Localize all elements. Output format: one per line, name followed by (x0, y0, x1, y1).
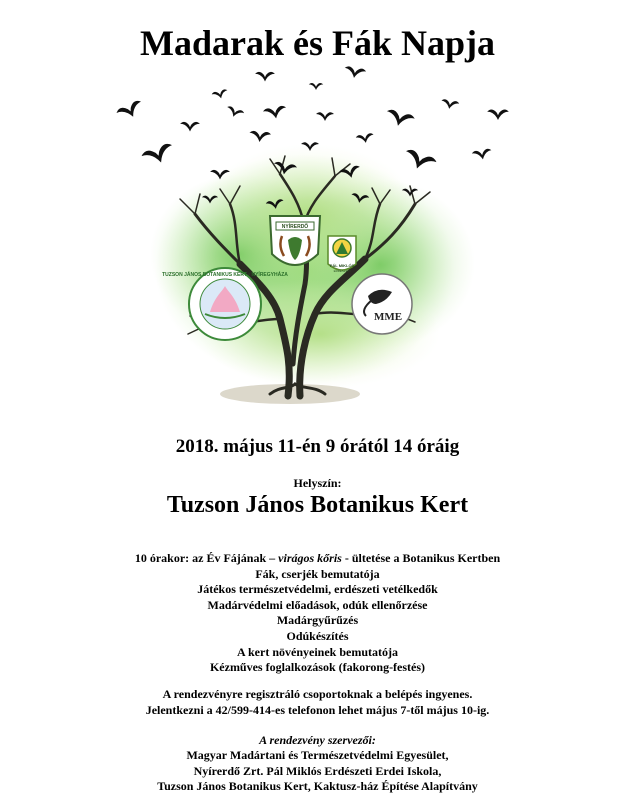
event-date: 2018. május 11-én 9 órától 14 óráig (175, 436, 460, 457)
organizer-line: Nyírerdő Zrt. Pál Miklós Erdészeti Erdei Iskola, (193, 763, 442, 778)
registration-info (0, 687, 635, 718)
nyirerdo-logo-text: NYÍRERDŐ (281, 224, 309, 230)
programme-list (0, 551, 635, 676)
programme-first-suffix: - ültetése a Botanikus Kertben (341, 551, 501, 565)
pal-miklos-logo-subtext: ERDÉSZETI (333, 269, 351, 273)
registration-phone-note: Jelentkezni a 42/599-414-es telefonon lehet május 7-től május 10-ig. (145, 702, 490, 717)
venue-name: Tuzson János Botanikus Kert (166, 492, 469, 518)
pal-miklos-logo-text: PÁL MIKLÓS (329, 263, 355, 268)
nyirerdo-shield-logo (270, 216, 320, 265)
programme-item: Kézműves foglalkozások (fakorong-festés) (209, 660, 426, 675)
programme-item: Játékos természetvédelmi, erdészeti vetélkedők (197, 582, 438, 597)
programme-item: Madárvédelmi előadások, odúk ellenőrzése (207, 597, 428, 612)
botanical-garden-logo-text: TUZSON JÁNOS BOTANIKUS KERT · NYÍREGYHÁZA (162, 272, 288, 278)
poster-title: Madarak és Fák Napja (139, 23, 495, 63)
mme-logo-text: MME (373, 311, 403, 323)
mme-logo (352, 274, 412, 334)
programme-item: Fák, cserjék bemutatója (255, 566, 380, 581)
organizer-line: Tuzson János Botanikus Kert, Kaktusz-ház Építése Alapítvány (157, 779, 478, 794)
programme-first-prefix: 10 órakor: az Év Fájának – (134, 551, 279, 565)
programme-item: A kert növényeinek bemutatója (237, 644, 398, 659)
programme-item: Madárgyűrűzés (276, 613, 359, 628)
organizer-line: Magyar Madártani és Természetvédelmi Egyesület, (186, 748, 449, 763)
organizers-block (0, 733, 635, 795)
free-entry-note: A rendezvényre regisztráló csoportoknak a belépés ingyenes. (162, 687, 473, 701)
venue-label: Helyszín: (293, 476, 342, 490)
programme-item-planting (0, 551, 635, 567)
organizers-label: A rendezvény szervezői: (259, 733, 376, 747)
tree-of-year-name: virágos kőris (278, 551, 342, 565)
programme-item: Odúkészítés (286, 628, 349, 643)
pal-miklos-logo (328, 236, 356, 273)
tree-birds-illustration (110, 64, 520, 420)
